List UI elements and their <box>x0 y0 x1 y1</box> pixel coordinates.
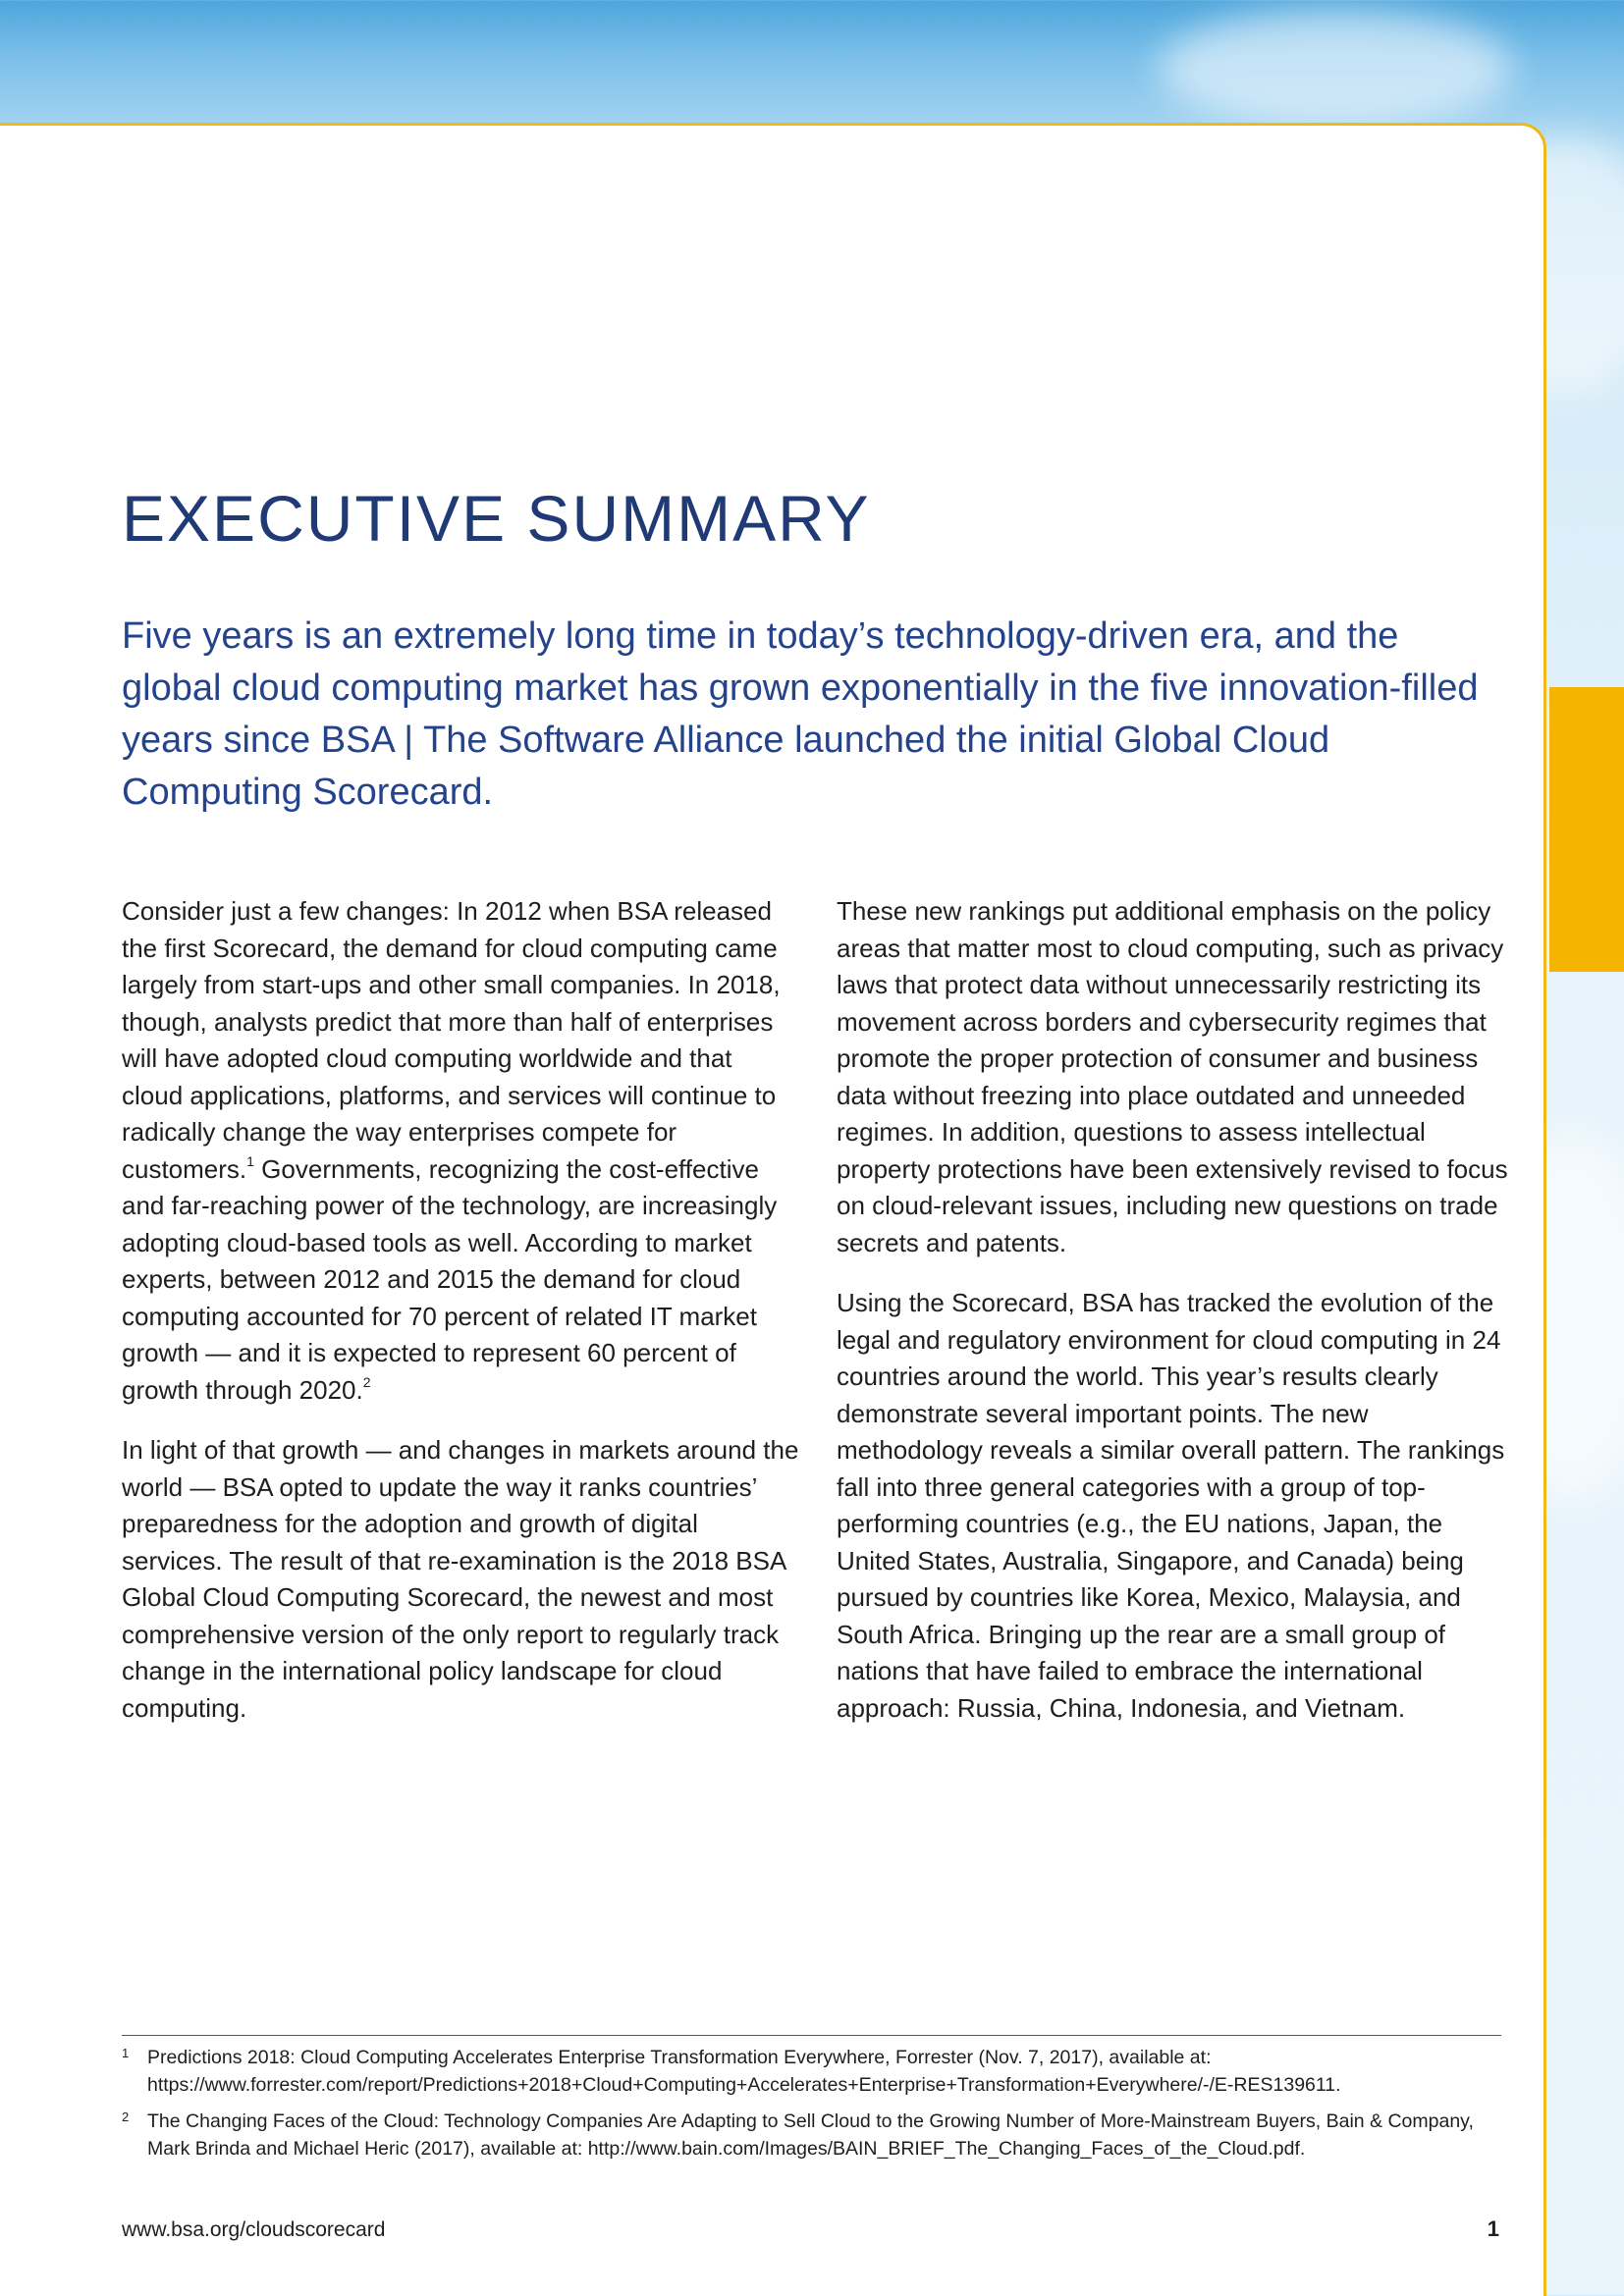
footnote-number: 1 <box>122 2046 130 2060</box>
right-paragraph-2: Using the Scorecard, BSA has tracked the evolution of the legal and regulatory environment for cloud computing in 24 countries around the world. This year’s results clearly demonstrate several important points. The new methodology reveals a similar overall pattern. The rankings fall into three general categories with a group of top-performing countries (e.g., the EU nations, Japan, the United States, Australia, Singapore, and Canada) being pursued by countries like Korea, Mexico, Malaysia, and South Africa. Bringing up the rear are a small group of nations that have failed to embrace the international approach: Russia, China, Indonesia, and Vietnam. <box>837 1288 1505 1723</box>
side-accent-tab <box>1549 687 1624 972</box>
footnote-ref-1: 1 <box>246 1152 254 1169</box>
lead-paragraph: Five years is an extremely long time in today’s technology-driven era, and the global cloud computing market has grown exponentially in the five innovation-filled years since BSA | The Software Alliance launched the initial Global Cloud Computing Scorecard. <box>122 615 1479 813</box>
footnote-divider <box>122 2035 1501 2036</box>
footnote-text: The Changing Faces of the Cloud: Technology Companies Are Adapting to Sell Cloud to the Growing Number of More-Mainstream Buyers, Bain & Company, Mark Brinda and Michael Heric (2017), available at: http://www.bain.com/Images/BAIN_BRIEF_The_Changing_Faces_of_the_Cloud.pdf. <box>147 2110 1474 2160</box>
footnote-text: Predictions 2018: Cloud Computing Accelerates Enterprise Transformation Everywhere, Forrester (Nov. 7, 2017), available at: https://www.forrester.com/report/Predictions+2018+Cloud+Computing+Accelerates+Enterprise+Transformation+Everywhere/-/E-RES139611. <box>147 2047 1341 2096</box>
footnotes <box>122 2044 1501 2171</box>
footer-url-link[interactable]: www.bsa.org/cloudscorecard <box>122 2218 386 2241</box>
footnote-ref-2: 2 <box>362 1373 371 1390</box>
right-column <box>837 893 1514 1750</box>
sky-cloud <box>1159 10 1512 128</box>
footnote-1 <box>122 2044 1501 2099</box>
left-paragraph-1-text-b: Governments, recognizing the cost-effective and far-reaching power of the technology, are increasingly adopting cloud-based tools as well. According to market experts, between 2012 and 2015 the demand for cloud computing accounted for 70 percent of related IT market growth — and it is expected to represent 60 percent of growth through 2020. <box>122 1153 778 1405</box>
left-paragraph-1 <box>122 893 799 1409</box>
left-paragraph-1-text-a: Consider just a few changes: In 2012 when BSA released the first Scorecard, the demand for cloud computing came largely from start-ups and other small companies. In 2018, though, analysts predict that more than half of enterprises will have adopted cloud computing worldwide and that cloud applications, platforms, and services will continue to radically change the way enterprises compete for customers. <box>122 896 781 1184</box>
page-number: 1 <box>1487 2216 1499 2241</box>
footnote-number: 2 <box>122 2109 130 2124</box>
left-column <box>122 893 799 1750</box>
right-paragraph-1: These new rankings put additional emphasis on the policy areas that matter most to cloud computing, such as privacy laws that protect data without unnecessarily restricting its movement across borders and cybersecurity regimes that promote the proper protection of consumer and business data without freezing into place outdated and unneeded regimes. In addition, questions to assess intellectual property protections have been extensively revised to focus on cloud-relevant issues, including new questions on trade secrets and patents. <box>837 896 1508 1257</box>
left-paragraph-2: In light of that growth — and changes in markets around the world — BSA opted to update the way it ranks countries’ preparedness for the adoption and growth of digital services. The result of that re-examination is the 2018 BSA Global Cloud Computing Scorecard, the newest and most comprehensive version of the only report to regularly track change in the international policy landscape for cloud computing. <box>122 1435 799 1723</box>
footnote-2 <box>122 2108 1501 2163</box>
page-title: EXECUTIVE SUMMARY <box>122 482 871 555</box>
